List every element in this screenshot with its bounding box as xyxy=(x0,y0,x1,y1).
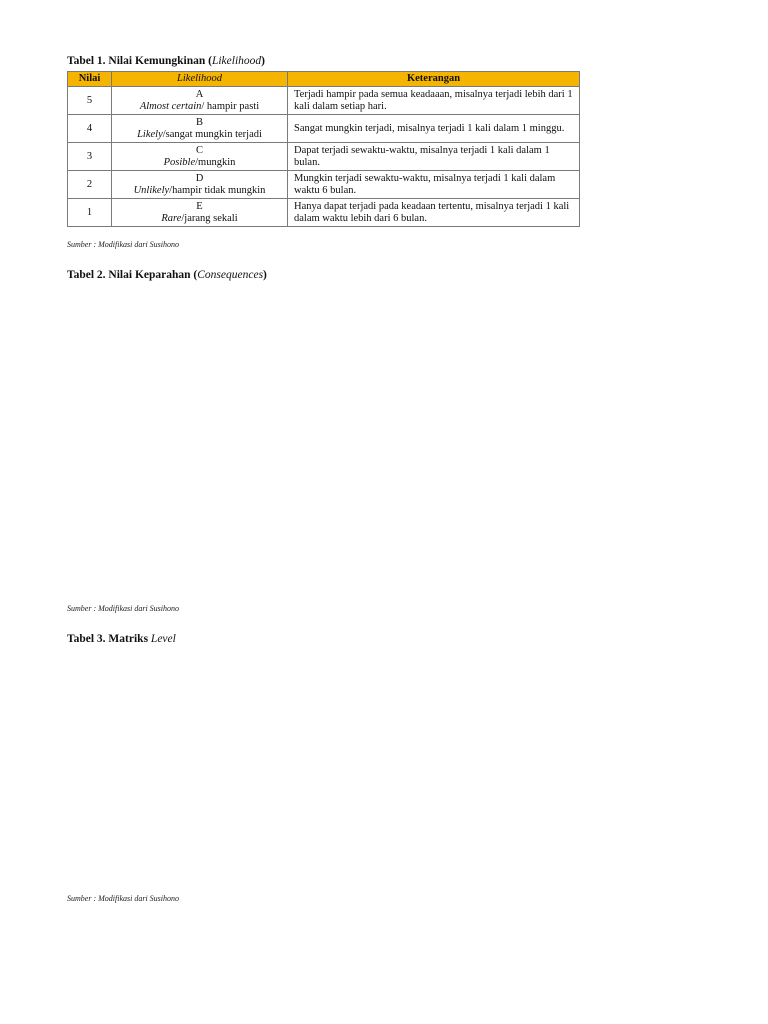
cell-keterangan: Mungkin terjadi sewaktu-waktu, misalnya terjadi 1 kali dalam waktu 6 bulan. xyxy=(288,171,580,199)
cell-likelihood xyxy=(112,171,288,199)
cell-likelihood xyxy=(112,115,288,143)
cell-likelihood xyxy=(112,199,288,227)
likelihood-letter: B xyxy=(195,116,203,128)
header-likelihood: Likelihood xyxy=(112,72,288,87)
header-nilai: Nilai xyxy=(68,72,112,87)
cell-keterangan: Terjadi hampir pada semua keadaaan, misalnya terjadi lebih dari 1 kali dalam setiap hari. xyxy=(288,87,580,115)
likelihood-label xyxy=(116,157,283,169)
table3-caption-prefix: Tabel 3. Matriks xyxy=(67,633,151,645)
table-row xyxy=(68,87,580,115)
likelihood-letter: D xyxy=(195,172,204,184)
cell-nilai: 4 xyxy=(68,115,112,143)
table-row xyxy=(68,171,580,199)
table-row xyxy=(68,199,580,227)
table1-caption-suffix: ) xyxy=(261,55,266,67)
cell-keterangan: Hanya dapat terjadi pada keadaan tertentu, misalnya terjadi 1 kali dalam waktu lebih dari 6 bulan. xyxy=(288,199,580,227)
table1-source: Sumber : Modifikasi dari Susihono xyxy=(67,240,179,249)
likelihood-label-italic: Unlikely xyxy=(133,184,170,196)
table1-caption-prefix: Tabel 1. Nilai Kemungkinan ( xyxy=(67,55,212,67)
likelihood-label-italic: Likely xyxy=(137,128,163,140)
table2-caption-suffix: ) xyxy=(263,269,267,281)
cell-keterangan: Sangat mungkin terjadi, misalnya terjadi 1 kali dalam 1 minggu. xyxy=(288,115,580,143)
table1-caption xyxy=(67,55,265,67)
table3-caption-italic: Level xyxy=(150,633,176,645)
likelihood-label-rest: / hampir pasti xyxy=(201,100,260,112)
likelihood-label-italic: Rare xyxy=(161,212,182,224)
likelihood-letter: A xyxy=(195,88,204,100)
likelihood-label-rest: /mungkin xyxy=(195,156,236,168)
table2-caption xyxy=(67,269,267,281)
cell-nilai: 3 xyxy=(68,143,112,171)
likelihood-table xyxy=(67,71,580,227)
likelihood-letter: C xyxy=(195,144,203,156)
likelihood-label-italic: Almost certain xyxy=(139,100,202,112)
table1-caption-italic: Likelihood xyxy=(211,55,262,67)
cell-likelihood xyxy=(112,143,288,171)
table2-caption-italic: Consequences xyxy=(197,269,264,281)
likelihood-label-rest: /jarang sekali xyxy=(181,212,238,224)
table3-source: Sumber : Modifikasi dari Susihono xyxy=(67,894,179,903)
likelihood-label xyxy=(116,213,283,225)
table-row xyxy=(68,115,580,143)
table-header-row xyxy=(68,72,580,87)
likelihood-label-rest: /hampir tidak mungkin xyxy=(169,184,266,196)
likelihood-label-italic: Posible xyxy=(163,156,196,168)
likelihood-label-rest: /sangat mungkin terjadi xyxy=(162,128,262,140)
likelihood-label xyxy=(116,101,283,113)
likelihood-label xyxy=(116,129,283,141)
cell-nilai: 5 xyxy=(68,87,112,115)
cell-likelihood xyxy=(112,87,288,115)
cell-keterangan: Dapat terjadi sewaktu-waktu, misalnya terjadi 1 kali dalam 1 bulan. xyxy=(288,143,580,171)
table2-source: Sumber : Modifikasi dari Susihono xyxy=(67,604,179,613)
table-row xyxy=(68,143,580,171)
likelihood-letter: E xyxy=(196,200,203,212)
table3-caption xyxy=(67,633,176,645)
cell-nilai: 2 xyxy=(68,171,112,199)
likelihood-label xyxy=(116,185,283,197)
cell-nilai: 1 xyxy=(68,199,112,227)
header-keterangan: Keterangan xyxy=(288,72,580,87)
table2-caption-prefix: Tabel 2. Nilai Keparahan ( xyxy=(67,269,198,281)
